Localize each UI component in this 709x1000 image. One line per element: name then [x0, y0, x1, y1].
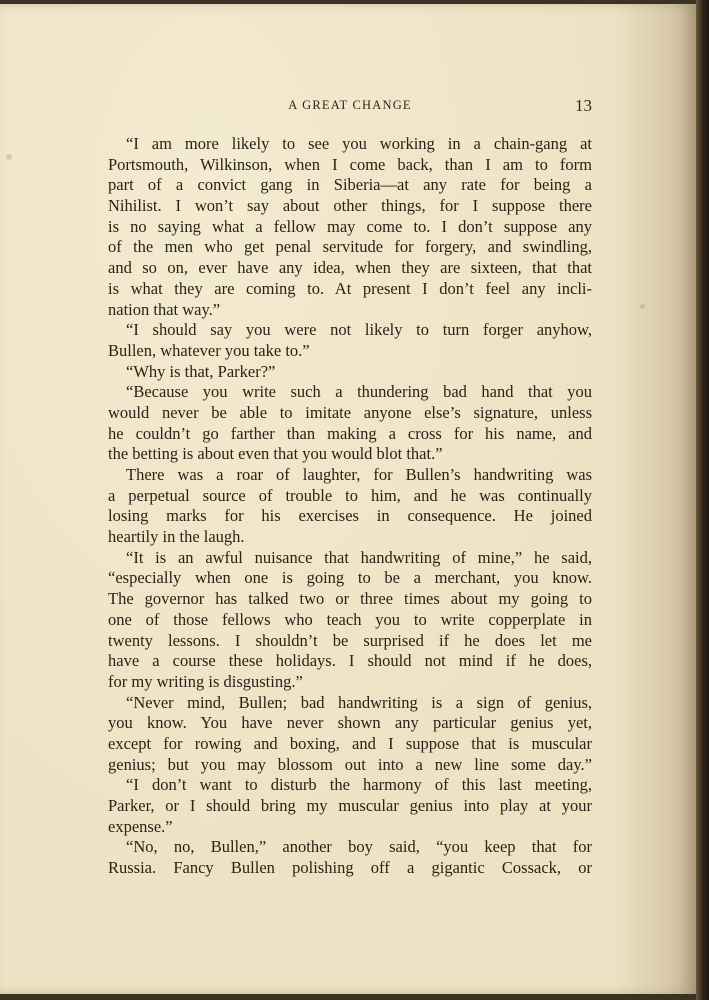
text-line: and so on, ever have any idea, when they are sixteen, that that: [108, 258, 592, 278]
text-line: twenty lessons. I shouldn’t be surprised if he does let me: [108, 630, 592, 650]
text-line: The governor has talked two or three times about my going to: [108, 589, 592, 609]
text-line: Nihilist. I won’t say about other things, for I suppose there: [108, 196, 592, 216]
book-spine-edge: [696, 0, 709, 1000]
text-line: you know. You have never shown any particular genius yet,: [108, 713, 592, 733]
text-line: Portsmouth, Wilkinson, when I come back, than I am to form: [108, 154, 592, 174]
text-line: is what they are coming to. At present I don’t feel any incli-: [108, 278, 592, 298]
running-head: [108, 96, 592, 118]
text-line: for my writing is disgusting.”: [108, 671, 303, 691]
text-line: “Never mind, Bullen; bad handwriting is a sign of genius,: [126, 692, 592, 712]
text-line: “It is an awful nuisance that handwriting of mine,” he said,: [126, 547, 592, 567]
text-line: one of those fellows who teach you to write copperplate in: [108, 609, 592, 629]
text-line: have a course these holidays. I should not mind if he does,: [108, 651, 592, 671]
text-line: losing marks for his exercises in consequence. He joined: [108, 506, 592, 526]
body-text: [108, 134, 592, 879]
text-line: except for rowing and boxing, and I suppose that is muscular: [108, 733, 592, 753]
text-line: “I am more likely to see you working in a chain-gang at: [126, 134, 592, 153]
text-line: a perpetual source of trouble to him, and he was continually: [108, 485, 592, 505]
text-line: of the men who get penal servitude for forgery, and swindling,: [108, 237, 592, 257]
text-line: Parker, or I should bring my muscular genius into play at your: [108, 796, 592, 815]
text-line: “especially when one is going to be a merchant, you know.: [108, 568, 592, 588]
text-line: “Why is that, Parker?”: [126, 361, 276, 381]
text-line: Bullen, whatever you take to.”: [108, 340, 310, 360]
book-page: [0, 4, 698, 994]
text-line: is no saying what a fellow may come to. I don’t suppose any: [108, 216, 592, 236]
text-line: “I don’t want to disturb the harmony of this last meeting,: [126, 775, 592, 795]
text-line: part of a convict gang in Siberia—at any rate for being a: [108, 175, 592, 195]
text-line: “I should say you were not likely to turn forger anyhow,: [126, 320, 592, 340]
text-line: heartily in the laugh.: [108, 527, 245, 547]
text-line: “No, no, Bullen,” another boy said, “you keep that for: [126, 837, 592, 857]
paper-spot: [6, 154, 12, 160]
text-line: “Because you write such a thundering bad hand that you: [126, 382, 592, 402]
text-line: would never be able to imitate anyone else’s signature, unless: [108, 402, 592, 422]
text-line: nation that way.”: [108, 299, 221, 319]
page-number: 13: [575, 96, 592, 115]
paper-spot: [640, 304, 645, 309]
running-title: A GREAT CHANGE: [288, 98, 412, 112]
text-line: Russia. Fancy Bullen polishing off a gigantic Cossack, or: [108, 858, 592, 878]
text-line: genius; but you may blossom out into a new line some day.”: [108, 754, 592, 774]
text-line: he couldn’t go farther than making a cross for his name, and: [108, 423, 592, 443]
text-line: expense.”: [108, 816, 173, 836]
text-line: the betting is about even that you would blot that.”: [108, 444, 443, 464]
text-line: There was a roar of laughter, for Bullen’s handwriting was: [126, 465, 592, 484]
